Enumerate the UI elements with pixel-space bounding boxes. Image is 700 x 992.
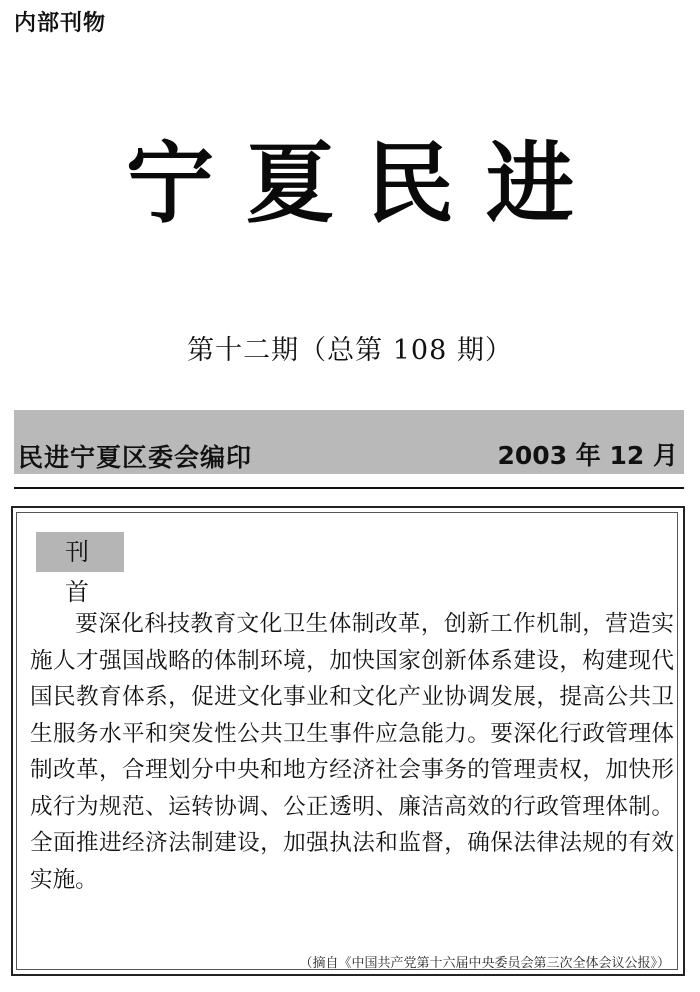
magazine-title: 宁夏民进: [125, 131, 606, 235]
issue-number: 第十二期（总第 108 期）: [187, 335, 513, 366]
publisher-name: 民进宁夏区委会编印: [18, 443, 253, 472]
article-source: （摘自《中国共产党第十六届中央委员会第三次全体会议公报》）: [299, 956, 670, 971]
article-body: 要深化科技教育文化卫生体制改革，创新工作机制，营造实施人才强国战略的体制环境，加快国家创新体系建设，构建现代国民教育体系，促进文化事业和文化产业协调发展，提高公共卫生服务水平和突发性公共卫生事件应急能力。要深化行政管理体制改革，合理划分中央和地方经济社会事务的管理责权，加快形成行为规范、运转协调、公正透明、廉洁高效的行政管理体制。全面推进经济法制建设，加强执法和监督，确保法律法规的有效实施。: [30, 611, 674, 893]
publication-date: 2003 年 12 月: [497, 441, 678, 470]
divider-rule: [14, 487, 684, 489]
section-heading: 刊首: [36, 532, 124, 572]
internal-publication-label: 内部刊物: [14, 11, 107, 36]
